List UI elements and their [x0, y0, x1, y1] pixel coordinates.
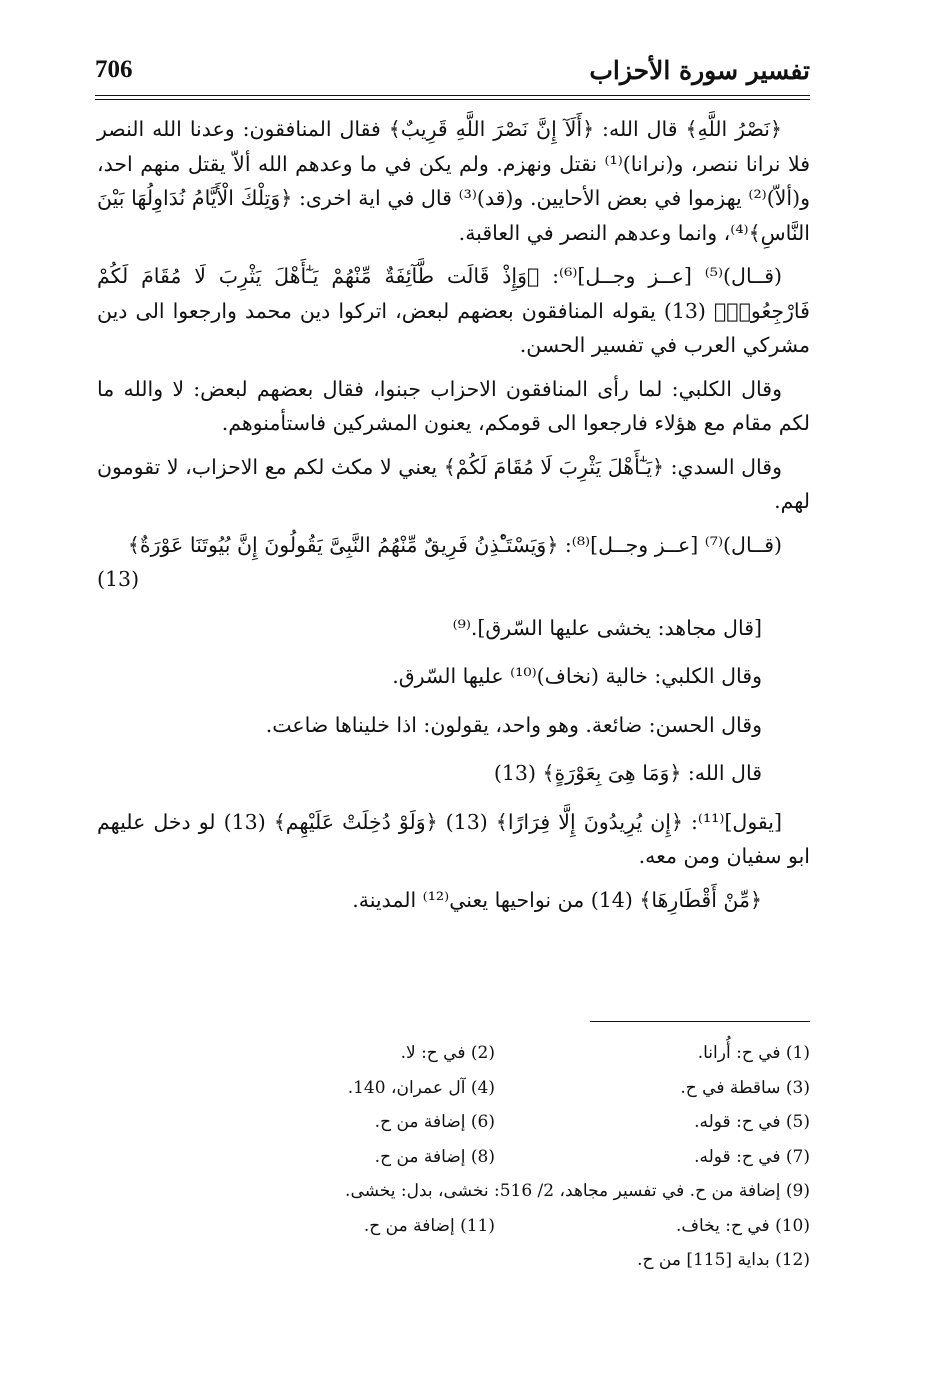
footnote-1: (1) في ح: أُرانا.: [697, 1043, 810, 1063]
main-text: [97, 112, 810, 931]
footnote-6: (6) إضافة من ح.: [374, 1112, 495, 1132]
header-rule: [95, 95, 810, 96]
running-title: تفسير سورة الأحزاب: [589, 56, 810, 85]
footnote-8: (8) إضافة من ح.: [374, 1146, 495, 1167]
footnote-10: (10) في ح: يخاف.: [675, 1215, 810, 1236]
footnote-12: (12) بداية [115] من ح.: [637, 1250, 810, 1270]
footnote-row: [180, 1071, 810, 1106]
footnote-row: [180, 1105, 810, 1140]
paragraph-11: ﴿مِّنْ أَقْطَارِهَا﴾ (14) من نواحيها يعني⁽¹²⁾ المدينة.: [352, 887, 762, 912]
paragraph-8: وقال الحسن: ضائعة. وهو واحد، يقولون: اذا خليناها ضاعت.: [265, 712, 762, 737]
footnote-3: (3) ساقطة في ح.: [680, 1077, 810, 1098]
footnote-row: [180, 1243, 810, 1278]
footnote-9: (9) إضافة من ح. في تفسير مجاهد، 2/ 516: نخشى، بدل: يخشى.: [345, 1181, 810, 1201]
paragraph-3: وقال الكلبي: لما رأى المنافقون الاحزاب جبنوا، فقال بعضهم لبعض: لا والله ما لكم مقام مع هؤلاء فارجعوا الى قومكم، يعنون المشركين فاستأمنوهم.: [97, 376, 810, 435]
footnote-row: [180, 1140, 810, 1175]
paragraph-10: [يقول]⁽¹¹⁾: ﴿إِن يُرِيدُونَ إِلَّا فِرَارًا﴾ (13) ﴿وَلَوْ دُخِلَتْ عَلَيْهِم﴾ (13) لو دخل عليهم ابو سفيان ومن معه.: [97, 809, 810, 868]
footnote-row: [180, 1036, 810, 1071]
paragraph-9: قال الله: ﴿وَمَا هِىَ بِعَوْرَةٍ﴾ (13): [493, 761, 762, 785]
page-header: [95, 52, 810, 92]
footnote-4: (4) آل عمران، 140.: [347, 1077, 495, 1098]
header-rule-double: [95, 99, 810, 100]
page-number: 706: [95, 56, 133, 83]
footnote-rule: [590, 1021, 810, 1022]
paragraph-1: ﴿نَصْرُ اللَّهِ﴾ قال الله: ﴿أَلَآ إِنَّ نَصْرَ اللَّهِ قَرِيبٌ﴾ فقال المنافقون: وعدنا الله النصر فلا نرانا ننصر، و(نرانا)⁽¹⁾ نقتل ونهزم. ولم يكن في ما وعدهم الله ألاّ يقتل منهم احد، و(ألاّ)⁽²⁾ يهزموا في بعض الأحايين. و(قد)⁽³⁾ قال في اية اخرى: ﴿وَتِلْكَ الْأَيَّامُ نُدَاوِلُهَا بَيْنَ النَّاسِ﴾⁽⁴⁾، وانما وعدهم النصر في العاقبة.: [97, 117, 810, 245]
footnote-7: (7) في ح: قوله.: [694, 1146, 810, 1167]
footnote-row: [180, 1209, 810, 1244]
footnote-2: (2) في ح: لا.: [400, 1043, 495, 1063]
paragraph-6: [قال مجاهد: يخشى عليها السّرق].⁽⁹⁾: [452, 615, 762, 640]
paragraph-2: (قــال)⁽⁵⁾ [عــز وجــل]⁽⁶⁾: ﴿وَإِذْ قَالَت طَّآئِفَةٌ مِّنْهُمْ يَـٰٓأَهْلَ يَثْرِبَ لَا مُقَامَ لَكُمْ فَارْجِعُوا۟﴾ (13) يقوله المنافقون بعضهم لبعض، اتركوا دين محمد وارجعوا الى دين مشركي العرب في تفسير الحسن.: [97, 264, 810, 357]
paragraph-5-verse-ref: (13): [97, 567, 140, 591]
paragraph-7: وقال الكلبي: خالية (نخاف)⁽¹⁰⁾ عليها السّرق.: [392, 664, 762, 688]
footnotes: [180, 1036, 810, 1278]
footnote-11: (11) إضافة من ح.: [363, 1215, 495, 1236]
footnote-row: [180, 1174, 810, 1209]
paragraph-4: وقال السدي: ﴿يَـٰٓأَهْلَ يَثْرِبَ لَا مُقَامَ لَكُمْ﴾ يعني لا مكث لكم مع الاحزاب، لا تقومون لهم.: [97, 454, 810, 513]
paragraph-5: (قــال)⁽⁷⁾ [عــز وجــل]⁽⁸⁾: ﴿وَيَسْتَـْٔذِنُ فَرِيقٌ مِّنْهُمُ النَّبِىَّ يَقُولُونَ إِنَّ بُيُوتَنَا عَوْرَةٌ﴾: [127, 532, 782, 557]
footnote-5: (5) في ح: قوله.: [694, 1112, 810, 1132]
